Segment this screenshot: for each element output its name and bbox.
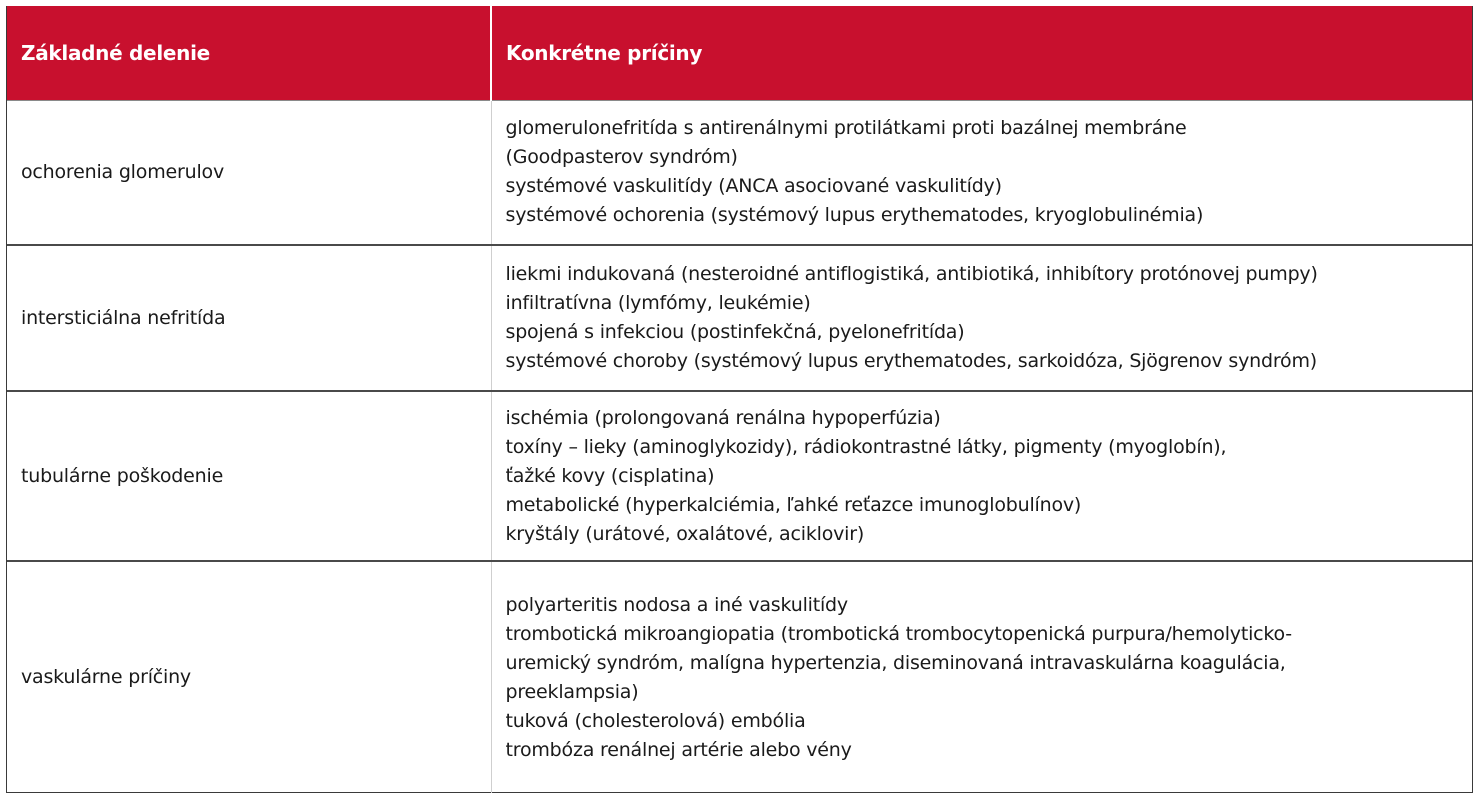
cause-line: trombotická mikroangiopatia (trombotická trombocytopenická purpura/hemolyticko- xyxy=(505,622,1292,645)
cause-line: spojená s infekciou (postinfekčná, pyelonefritída) xyxy=(505,321,965,343)
cause-line: liekmi indukovaná (nesteroidné antiflogistiká, antibiotiká, inhibítory protónovej pumpy) xyxy=(505,263,1318,285)
cause-line: toxíny – lieky (aminoglykozidy), rádiokontrastné látky, pigmenty (myoglobín), xyxy=(505,435,1227,458)
cause-line: uremický syndróm, malígna hypertenzia, diseminovaná intravaskulárna koagulácia, xyxy=(505,651,1286,674)
table-row xyxy=(7,391,1472,561)
cause-line: metabolické (hyperkalciémia, ľahké reťazce imunoglobulínov) xyxy=(505,493,1082,516)
cause-line: systémové vaskulitídy (ANCA asociované vaskulitídy) xyxy=(505,175,1002,198)
table-body xyxy=(7,100,1472,793)
table-header xyxy=(7,6,1472,100)
causes-table-container xyxy=(6,6,1473,793)
cause-line: systémové choroby (systémový lupus erythematodes, sarkoidóza, Sjögrenov syndróm) xyxy=(505,350,1317,372)
row-category: vaskulárne príčiny xyxy=(7,561,491,793)
row-category: ochorenia glomerulov xyxy=(7,100,491,245)
cause-line: glomerulonefritída s antirenálnymi protilátkami proti bazálnej membráne xyxy=(505,117,1187,140)
cause-line: infiltratívna (lymfómy, leukémie) xyxy=(505,292,811,314)
cause-line: polyarteritis nodosa a iné vaskulitídy xyxy=(505,593,848,616)
row-causes xyxy=(491,245,1472,391)
cause-line: tuková (cholesterolová) embólia xyxy=(505,709,806,732)
header-specific-causes: Konkrétne príčiny xyxy=(491,6,1472,100)
table-row xyxy=(7,245,1472,391)
row-category: intersticiálna nefritída xyxy=(7,245,491,391)
cause-line: kryštály (urátové, oxalátové, aciklovir) xyxy=(505,522,865,545)
causes-table xyxy=(7,6,1472,793)
row-causes xyxy=(491,100,1472,245)
cause-line: ťažké kovy (cisplatina) xyxy=(505,464,715,487)
cause-line: (Goodpasterov syndróm) xyxy=(505,146,738,169)
cause-line: ischémia (prolongovaná renálna hypoperfúzia) xyxy=(505,406,941,429)
cause-line: trombóza renálnej artérie alebo vény xyxy=(505,738,852,761)
table-row xyxy=(7,100,1472,245)
header-row xyxy=(7,6,1472,100)
cause-line: preeklampsia) xyxy=(505,680,639,703)
row-category: tubulárne poškodenie xyxy=(7,391,491,561)
row-causes xyxy=(491,391,1472,561)
row-causes xyxy=(491,561,1472,793)
table-row xyxy=(7,561,1472,793)
header-basic-classification: Základné delenie xyxy=(21,40,210,65)
cause-line: systémové ochorenia (systémový lupus erythematodes, kryoglobulinémia) xyxy=(505,204,1204,227)
